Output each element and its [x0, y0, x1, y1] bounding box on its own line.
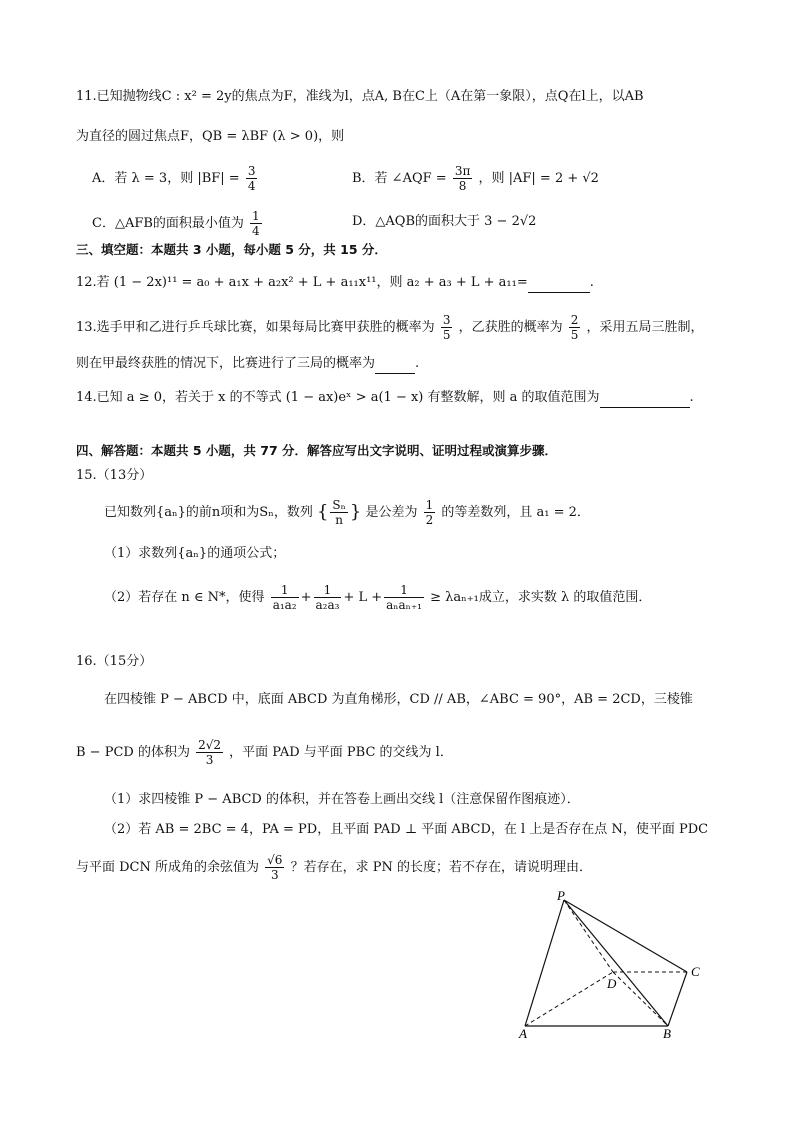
q13-line2: 则在甲最终获胜的情况下，比赛进行了三局的概率为 . — [76, 354, 419, 374]
edge-BC — [668, 972, 687, 1026]
q11-option-c — [92, 209, 264, 238]
label-C: C — [691, 964, 700, 979]
q15-stem: 已知数列{aₙ}的前n项和为Sₙ，数列 { $\frac{\text{Sₙ}}{n}$ } 是公差为 $\frac{1}{2}$ 的等差数列，且 a₁ = 2． — [104, 498, 590, 527]
q11-option-b-fraction: $\frac{3\pi}{8}$ — [454, 164, 471, 193]
q11-option-d: D．△AQB的面积大于 3 − 2√2 — [352, 214, 537, 229]
q16-part2-cont: 与平面 DCN 所成角的余弦值为 $\frac{√6}{3}$ ？若存在，求 PN 的长度；若不存在，请说明理由． — [76, 853, 592, 882]
q11-option-a-text: A．若 λ = 3，则 |BF| = — [92, 171, 240, 186]
q14-line: 14.已知 a ≥ 0，若关于 x 的不等式 (1 − ax)eˣ > a(1 − x) 有整数解，则 a 的取值范围为 . — [76, 388, 694, 408]
q11-option-b-text: B．若 ∠AQF = — [352, 171, 447, 186]
q16-cosine-fraction: $\frac{√6}{3}$ — [267, 853, 283, 882]
q13-prob-yi: $\frac{2}{5}$ — [570, 313, 579, 342]
q12-text: 12.若 (1 − 2x)¹¹ = a₀ + a₁x + a₂x² + L + a₁₁x¹¹，则 a₂ + a₃ + L + a₁₁= — [76, 275, 528, 290]
q12-answer-blank — [528, 278, 590, 293]
q13-prob-jia: $\frac{3}{5}$ — [442, 313, 451, 342]
edge-PC — [564, 900, 687, 972]
label-P: P — [557, 890, 565, 903]
q11-option-b: B．若 ∠AQF = $\frac{3\pi}{8}$ ，则 |AF| = 2 + √2 — [352, 164, 599, 193]
q14-answer-blank — [600, 393, 690, 408]
q11-option-a — [92, 164, 259, 193]
q15-common-difference: $\frac{1}{2}$ — [425, 498, 434, 527]
q13-line1: 13.选手甲和乙进行乒乓球比赛，如果每局比赛甲获胜的概率为 $\frac{3}{5}$ ，乙获胜的概率为 $\frac{2}{5}$ ，采用五局三胜制， — [76, 313, 704, 342]
q16-volume-fraction: $\frac{2√2}{3}$ — [198, 738, 222, 767]
label-D: D — [607, 976, 617, 991]
q16-line2: B − PCD 的体积为 $\frac{2√2}{3}$ ，平面 PAD 与平面 PBC 的交线为 l． — [76, 738, 453, 767]
label-A: A — [519, 1026, 527, 1040]
label-B: B — [663, 1026, 671, 1040]
q15-sn-over-n: $\frac{\text{Sₙ}}{n}$ — [332, 498, 346, 527]
q16-line1: 在四棱锥 P − ABCD 中，底面 ABCD 为直角梯形，CD // AB，∠ABC = 90°，AB = 2CD，三棱锥 — [104, 692, 693, 707]
q11-option-a-fraction: $\frac{3}{4}$ — [247, 164, 256, 193]
section3-heading: 三、填空题：本题共 3 小题，每小题 5 分，共 15 分． — [76, 242, 387, 257]
edge-DB — [613, 972, 668, 1026]
section4-heading: 四、解答题：本题共 5 小题，共 77 分．解答应写出文字说明、证明过程或演算步骤． — [76, 443, 558, 458]
edge-PB — [564, 900, 668, 1026]
q13-text: 13.选手甲和乙进行乒乓球比赛，如果每局比赛甲获胜的概率为 — [76, 320, 435, 335]
q12-line: 12.若 (1 − 2x)¹¹ = a₀ + a₁x + a₂x² + L + a₁₁x¹¹，则 a₂ + a₃ + L + a₁₁= . — [76, 273, 594, 293]
q13-answer-blank — [375, 359, 415, 374]
q16-label: 16.（15分） — [76, 654, 153, 669]
edge-PD — [564, 900, 613, 972]
q16-part1: （1）求四棱锥 P − ABCD 的体积，并在答卷上画出交线 l（注意保留作图痕迹）． — [104, 792, 580, 807]
q11-option-c-text: C．△AFB的面积最小值为 — [92, 216, 244, 231]
q16-part2: （2）若 AB = 2BC = 4，PA = PD，且平面 PAD ⊥ 平面 ABCD，在 l 上是否存在点 N，使平面 PDC — [104, 822, 709, 837]
q14-text: 14.已知 a ≥ 0，若关于 x 的不等式 (1 − ax)eˣ > a(1 − x) 有整数解，则 a 的取值范围为 — [76, 390, 600, 405]
q15-label: 15.（13分） — [76, 468, 153, 483]
q15-part1: （1）求数列{aₙ}的通项公式； — [104, 546, 286, 561]
q11-line1: 11.已知抛物线C : x² = 2y的焦点为F，准线为l，点A, B在C上（A在第一象限），点Q在l上，以AB — [76, 89, 644, 104]
q11-option-c-fraction: $\frac{1}{4}$ — [252, 209, 260, 238]
q11-line2: 为直径的圆过焦点F，QB = λBF (λ > 0)，则 — [76, 129, 345, 144]
edge-PA — [525, 900, 564, 1026]
q15-part2: （2）若存在 n ∈ N*，使得 $\frac{1}{\text{a₁a₂}}$ + $\frac{1}{\text{a₂a₃}}$ + L + $\frac{1}{\text{aₙaₙ₊₁}}$ ≥ λaₙ₊₁成立，求实数 λ 的取值范围． — [104, 583, 652, 612]
edge-AD — [525, 972, 613, 1026]
pyramid-figure — [515, 890, 705, 1040]
